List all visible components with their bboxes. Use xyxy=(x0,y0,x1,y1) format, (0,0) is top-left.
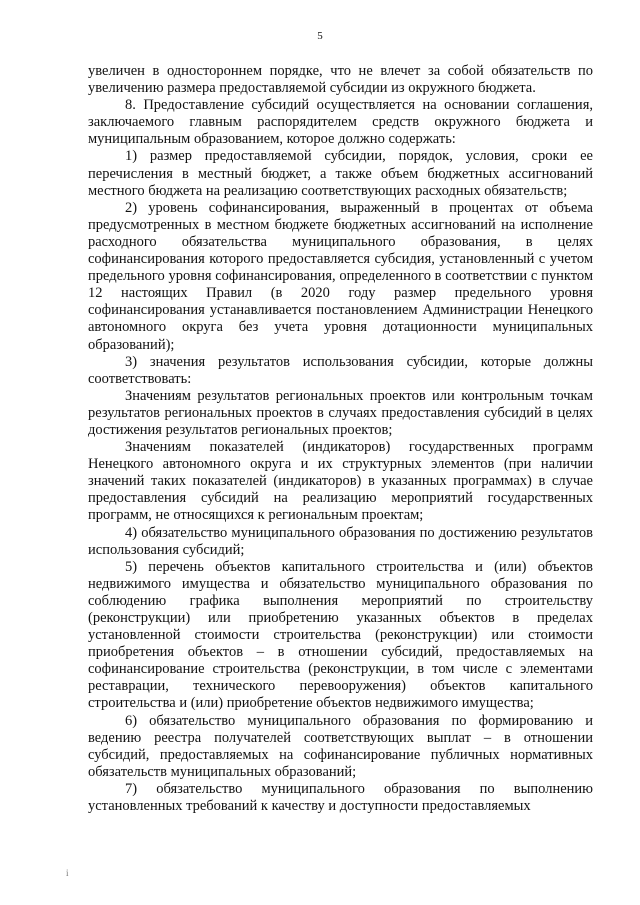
paragraph-item-3-regional-projects: Значениям результатов региональных проектов или контрольным точкам результатов региональных проектов в случаях предоставления субсидий в целях достижения результатов региональных проектов; xyxy=(88,387,593,438)
paragraph-item-1: 1) размер предоставляемой субсидии, порядок, условия, сроки ее перечисления в местный бюджет, а также объем бюджетных ассигнований местного бюджета на реализацию соответствующих расходных обязательств; xyxy=(88,148,593,199)
paragraph-item-3-state-programs: Значениям показателей (индикаторов) государственных программ Ненецкого автономного округа и их структурных элементов (при наличии значений таких показателей (индикаторов) в указанных программах) в случае предоставления субсидий на реализацию мероприятий государственных программ, не относящихся к региональным проектам; xyxy=(88,439,593,524)
paragraph-item-6: 6) обязательство муниципального образования по формированию и ведению реестра получателей соответствующих выплат – в отношении субсидий, предоставляемых на софинансирование публичных нормативных обязательств муниципальных образований; xyxy=(88,712,593,780)
paragraph-item-5: 5) перечень объектов капитального строительства и (или) объектов недвижимого имущества и обязательство муниципального образования по соблюдению графика выполнения мероприятий по строительству (реконструкции) или приобретению указанных объектов в пределах установленной стоимости строительства (реконструкции) или стоимости приобретения объектов – в отношении субсидий, предоставляемых на софинансирование строительства (реконструкции, в том числе с элементами реставрации, технического перевооружения) объектов капитального строительства и (или) приобретение объектов недвижимого имущества; xyxy=(88,558,593,712)
paragraph-item-4: 4) обязательство муниципального образования по достижению результатов использования субсидий; xyxy=(88,524,593,558)
document-body xyxy=(88,63,593,815)
page-number: 5 xyxy=(317,30,323,42)
paragraph-item-2: 2) уровень софинансирования, выраженный в процентах от объема предусмотренных в местном бюджете бюджетных ассигнований на исполнение расходного обязательства муниципального образования, в целях софинансирования которого предоставляется субсидия, установленный с учетом предельного уровня софинансирования, определенного в соответствии с пунктом 12 настоящих Правил (в 2020 году размер предельного уровня софинансирования устанавливается постановлением Администрации Ненецкого автономного округа без учета уровня дотационности муниципальных образований); xyxy=(88,199,593,353)
paragraph-continuation: увеличен в одностороннем порядке, что не влечет за собой обязательств по увеличению размера предоставляемой субсидии из окружного бюджета. xyxy=(88,63,593,97)
paragraph-item-7: 7) обязательство муниципального образования по выполнению установленных требований к качеству и доступности предоставляемых xyxy=(88,780,593,815)
paragraph-item-3: 3) значения результатов использования субсидии, которые должны соответствовать: xyxy=(88,353,593,387)
margin-mark: і xyxy=(66,868,69,878)
paragraph-clause-8: 8. Предоставление субсидий осуществляется на основании соглашения, заключаемого главным распорядителем средств окружного бюджета и муниципальным образованием, которое должно содержать: xyxy=(88,97,593,148)
